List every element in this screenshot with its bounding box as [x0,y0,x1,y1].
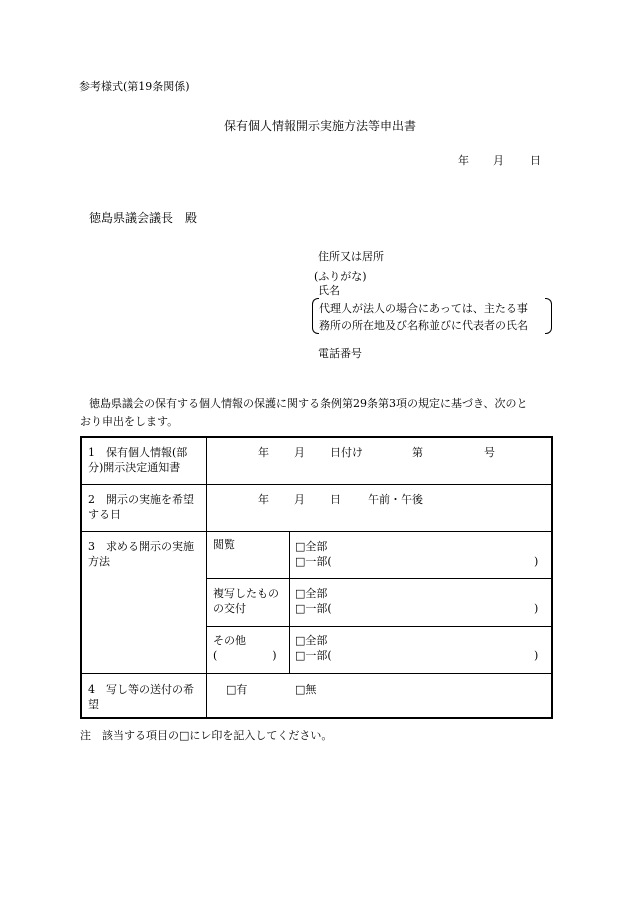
row2-year: 年 [258,493,269,506]
date-month-label: 月 [493,154,504,167]
row1-label-line1: 1 保有個人情報(部 [88,446,188,459]
date-year-label: 年 [458,154,469,167]
method-view: 閲覧 [213,538,235,551]
other-part-checkbox[interactable]: □一部( [295,649,332,662]
row1-month: 月 [294,446,305,459]
row-divider-2 [82,531,551,532]
row1-year: 年 [258,446,269,459]
view-part-checkbox[interactable]: □一部( [295,555,332,568]
row4-label-line1: 4 写し等の送付の希 [88,683,194,696]
bracket-right [545,298,552,334]
address-label: 住所又は居所 [318,250,384,263]
view-part-close: ) [534,555,539,568]
corporate-note-line2: 務所の所在地及び名称並びに代表者の氏名 [319,319,528,332]
row2-label-line2: する日 [88,508,121,521]
other-part-close: ) [534,649,539,662]
date-day-label: 日 [530,154,541,167]
body-line-1: 徳島県議会の保有する個人情報の保護に関する条例第29条第3項の規定に基づき、次のと [89,397,528,410]
view-all-checkbox[interactable]: □全部 [295,540,328,553]
row-divider-3b [206,626,551,627]
copy-part-close: ) [534,602,539,615]
footnote: 注 該当する項目の□にレ印を記入してください。 [80,729,333,742]
row1-go: 号 [484,446,495,459]
phone-label: 電話番号 [318,347,362,360]
row4-label-line2: 望 [88,698,99,711]
row2-ampm: 午前・午後 [368,493,423,506]
method-copy-line2: の交付 [213,602,246,615]
form-reference: 参考様式(第19条関係) [79,80,190,93]
other-all-checkbox[interactable]: □全部 [295,634,328,647]
row-divider-4 [82,673,551,674]
body-line-2: おり申出をします。 [80,415,179,428]
row-divider-3a [206,578,551,579]
bracket-left [312,298,319,334]
row2-month: 月 [294,493,305,506]
addressee: 徳島県議会議長 殿 [89,211,198,225]
copy-part-checkbox[interactable]: □一部( [295,602,332,615]
corporate-note-line1: 代理人が法人の場合にあっては、主たる事 [319,302,528,315]
row1-day-dated: 日付け [330,446,363,459]
method-other-line2: ( ) [213,649,277,662]
row1-dai: 第 [412,446,423,459]
row2-day: 日 [330,493,341,506]
send-no-checkbox[interactable]: □無 [295,683,317,696]
row1-label-line2: 分)開示決定通知書 [88,461,181,474]
send-yes-checkbox[interactable]: □有 [226,683,248,696]
document-title: 保有個人情報開示実施方法等申出書 [224,119,417,133]
column-divider-options [289,531,290,673]
copy-all-checkbox[interactable]: □全部 [295,587,328,600]
method-other-line1: その他 [213,634,246,647]
method-copy-line1: 複写したもの [213,587,279,600]
name-label: 氏名 [318,284,340,297]
row3-label-line2: 方法 [88,555,110,568]
column-divider-main [206,438,207,717]
furigana-label: (ふりがな) [314,270,367,283]
row2-label-line1: 2 開示の実施を希望 [88,493,194,506]
row-divider-1 [82,484,551,485]
request-table [80,436,553,719]
row3-label-line1: 3 求める開示の実施 [88,540,194,553]
